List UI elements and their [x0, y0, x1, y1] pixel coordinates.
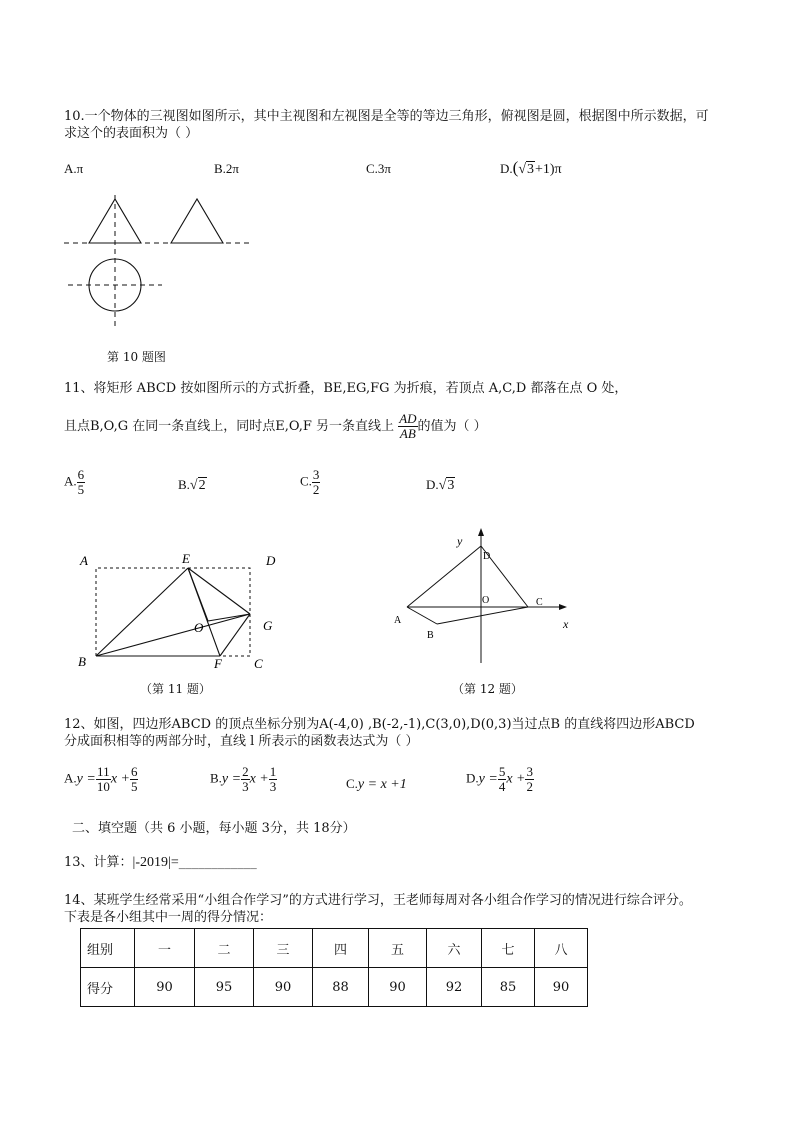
- q13-prefix: 13、计算：: [64, 855, 133, 870]
- q12-option-b: [210, 765, 277, 794]
- q12-option-a-n2: 6: [130, 764, 138, 779]
- q12-text-line2: 分成面积相等的两部分时，直线 l 所表示的函数表达式为（ ）: [64, 734, 419, 749]
- q12-option-b-d2: 3: [269, 779, 277, 794]
- q14-text-line2: 下表是各小组其中一周的得分情况：: [64, 910, 273, 925]
- q10-option-d-label: D.: [500, 161, 513, 176]
- table-header-cell: 七: [482, 929, 535, 968]
- table-header-cell: 二: [195, 929, 254, 968]
- q11-option-b-label: B.: [178, 477, 190, 492]
- q12-option-d-lhs: y =: [478, 771, 498, 787]
- table-cell: 85: [482, 968, 535, 1007]
- q13-expression: |-2019|=: [132, 855, 179, 870]
- table-row: [81, 929, 588, 968]
- q11-option-b: [178, 477, 207, 494]
- q11-option-c: [300, 468, 320, 497]
- q12-option-b-n1: 2: [242, 764, 249, 779]
- table-cell: 90: [369, 968, 427, 1007]
- q11-text-line2: [64, 412, 487, 441]
- table-cell: 95: [195, 968, 254, 1007]
- q11-fraction-denominator: AB: [399, 426, 416, 441]
- q11-label-o: O: [194, 620, 204, 635]
- q10-option-d-suffix: +1)π: [535, 162, 562, 177]
- table-header-cell: 四: [313, 929, 369, 968]
- q12-option-b-label: B.: [210, 770, 222, 786]
- q10-option-d-radicand: 3: [527, 162, 534, 177]
- q11-label-a: A: [80, 553, 88, 568]
- q10-option-a: A.π: [64, 161, 84, 176]
- q14-text-line1: 14、某班学生经常采用“小组合作学习”的方式进行学习，王老师每周对各小组合作学习的情况进行综合评分。: [64, 893, 692, 908]
- q11-label-g: G: [263, 618, 273, 633]
- table-header-cell: 一: [135, 929, 195, 968]
- q10-text-line1: 10.一个物体的三视图如图所示，其中主视图和左视图是全等的等边三角形，俯视图是圆，根据图中所示数据，可: [64, 109, 709, 124]
- table-header-cell: 八: [535, 929, 588, 968]
- q11-option-b-radicand: 2: [198, 478, 206, 493]
- q12-option-a-frac1: [96, 765, 111, 794]
- q12-option-c: [346, 776, 407, 793]
- q11-folding-figure: [70, 548, 290, 678]
- q12-option-b-d1: 3: [242, 779, 249, 794]
- q11-option-c-fraction: [312, 468, 321, 497]
- q11-label-f: F: [214, 656, 222, 671]
- table-cell: 88: [313, 968, 369, 1007]
- table-header-cell: 三: [254, 929, 313, 968]
- q12-edge-ad: [407, 546, 481, 607]
- q11-text-line1: 11、将矩形 ABCD 按如图所示的方式折叠，BE,EG,FG 为折痕，若顶点 A,C,D 都落在点 O 处，: [64, 381, 628, 396]
- q11-dashed-rectangle-outline: [96, 568, 250, 656]
- q12-label-d: D: [483, 551, 491, 562]
- q11-crease-be: [96, 568, 188, 656]
- q11-option-b-sqrt: √2: [189, 478, 206, 493]
- q11-option-d-sqrt: √3: [438, 478, 455, 493]
- q11-option-a-label: A.: [64, 473, 77, 489]
- q12-option-a-lhs: y =: [76, 771, 96, 787]
- q12-option-d-d2: 2: [526, 779, 533, 794]
- q12-option-d-n2: 3: [526, 764, 533, 779]
- q12-option-b-frac2: [269, 765, 278, 794]
- q12-label-o: O: [482, 595, 490, 606]
- q11-option-c-den: 2: [312, 482, 320, 497]
- q12-edge-ab: [407, 607, 437, 624]
- q11-fraction-numerator: AD: [399, 411, 417, 426]
- q12-option-a-mid: x +: [110, 771, 130, 787]
- q11-option-a-den: 5: [77, 482, 85, 497]
- table-cell: 92: [427, 968, 482, 1007]
- q11-crease-eg: [188, 568, 250, 614]
- q10-figure-caption: 第 10 题图: [107, 350, 166, 364]
- q12-y-axis-arrow: [478, 528, 484, 536]
- table-row: [81, 968, 588, 1007]
- q11-figure-caption: （第 11 题）: [140, 682, 211, 696]
- section2-heading: 二、填空题（共 6 小题，每小题 3分，共 18分）: [72, 821, 356, 836]
- q10-option-d: [500, 158, 562, 178]
- table-header-cell: 五: [369, 929, 427, 968]
- q12-label-y: y: [457, 534, 463, 548]
- q11-fraction-ad-ab: [398, 412, 417, 441]
- q11-crease-fg: [220, 614, 250, 656]
- q12-option-a-d1: 10: [96, 779, 110, 794]
- q11-option-d: [426, 477, 455, 494]
- q12-option-b-frac1: [241, 765, 250, 794]
- q10-side-view-triangle: [171, 199, 223, 243]
- q12-figure-caption: （第 12 题）: [452, 682, 523, 696]
- table-header-cell: 六: [427, 929, 482, 968]
- q11-option-a-num: 6: [77, 467, 85, 482]
- table-cell: 得分: [81, 968, 135, 1007]
- table-header-cell: 组别: [81, 929, 135, 968]
- q11-line-bog: [96, 614, 250, 656]
- table-cell: 90: [535, 968, 588, 1007]
- q13-line: [64, 854, 257, 871]
- q11-option-d-radicand: 3: [447, 478, 455, 493]
- q12-text-line1: 12、如图，四边形ABCD 的顶点坐标分别为A(-4,0) ,B(-2,-1),C(3,0),D(0,3)当过点B 的直线将四边形ABCD: [64, 717, 695, 732]
- q12-label-a: A: [394, 615, 402, 626]
- q11-option-c-label: C.: [300, 473, 312, 489]
- q11-label-e: E: [182, 551, 190, 566]
- q11-option-a: [64, 468, 85, 497]
- q12-option-b-mid: x +: [249, 771, 269, 787]
- q12-option-d-mid: x +: [506, 771, 526, 787]
- q11-text-line2-end: 的值为（ ）: [417, 419, 487, 434]
- q12-x-axis-arrow: [559, 604, 567, 610]
- q11-text-line2-start: 且点B,O,G 在同一条直线上，同时点E,O,F 另一条直线上: [64, 419, 395, 434]
- q12-option-a-d2: 5: [130, 779, 138, 794]
- q12-option-d-label: D.: [466, 770, 479, 786]
- table-cell: 90: [135, 968, 195, 1007]
- q11-option-c-num: 3: [312, 467, 320, 482]
- q12-option-d-d1: 4: [498, 779, 506, 794]
- q12-option-a-label: A.: [64, 770, 77, 786]
- q12-option-d-n1: 5: [498, 764, 506, 779]
- q12-option-c-label: C.: [346, 776, 358, 791]
- q10-text-line2: 求这个的表面积为（ ）: [64, 126, 199, 141]
- q12-option-a-n1: 11: [97, 764, 110, 779]
- q10-option-b: B.2π: [214, 161, 239, 176]
- q12-option-b-lhs: y =: [221, 771, 242, 787]
- q12-option-a: [64, 765, 138, 794]
- q12-edge-bc: [437, 607, 528, 624]
- q10-option-d-expr: (√3+1)π: [512, 158, 562, 177]
- q11-label-b: B: [78, 654, 86, 669]
- q12-option-c-expr: y = x +1: [357, 777, 407, 792]
- q12-label-x: x: [563, 617, 569, 631]
- q12-option-a-frac2: [130, 765, 139, 794]
- q12-label-c: C: [536, 597, 543, 608]
- q11-label-c: C: [254, 656, 263, 671]
- q14-score-table: [80, 928, 588, 1007]
- q12-option-b-n2: 1: [269, 764, 277, 779]
- q12-option-d-frac2: [525, 765, 534, 794]
- table-cell: 90: [254, 968, 313, 1007]
- q12-coordinate-figure: [385, 520, 585, 670]
- q12-label-b: B: [427, 630, 434, 641]
- q11-option-d-label: D.: [426, 477, 439, 492]
- q11-label-d: D: [266, 553, 276, 568]
- q10-option-c: C.3π: [366, 161, 391, 176]
- q13-answer-blank: ____________: [178, 855, 257, 870]
- q10-three-view-figure: [60, 195, 260, 335]
- q11-option-a-fraction: [77, 468, 86, 497]
- q12-option-d: [466, 765, 534, 794]
